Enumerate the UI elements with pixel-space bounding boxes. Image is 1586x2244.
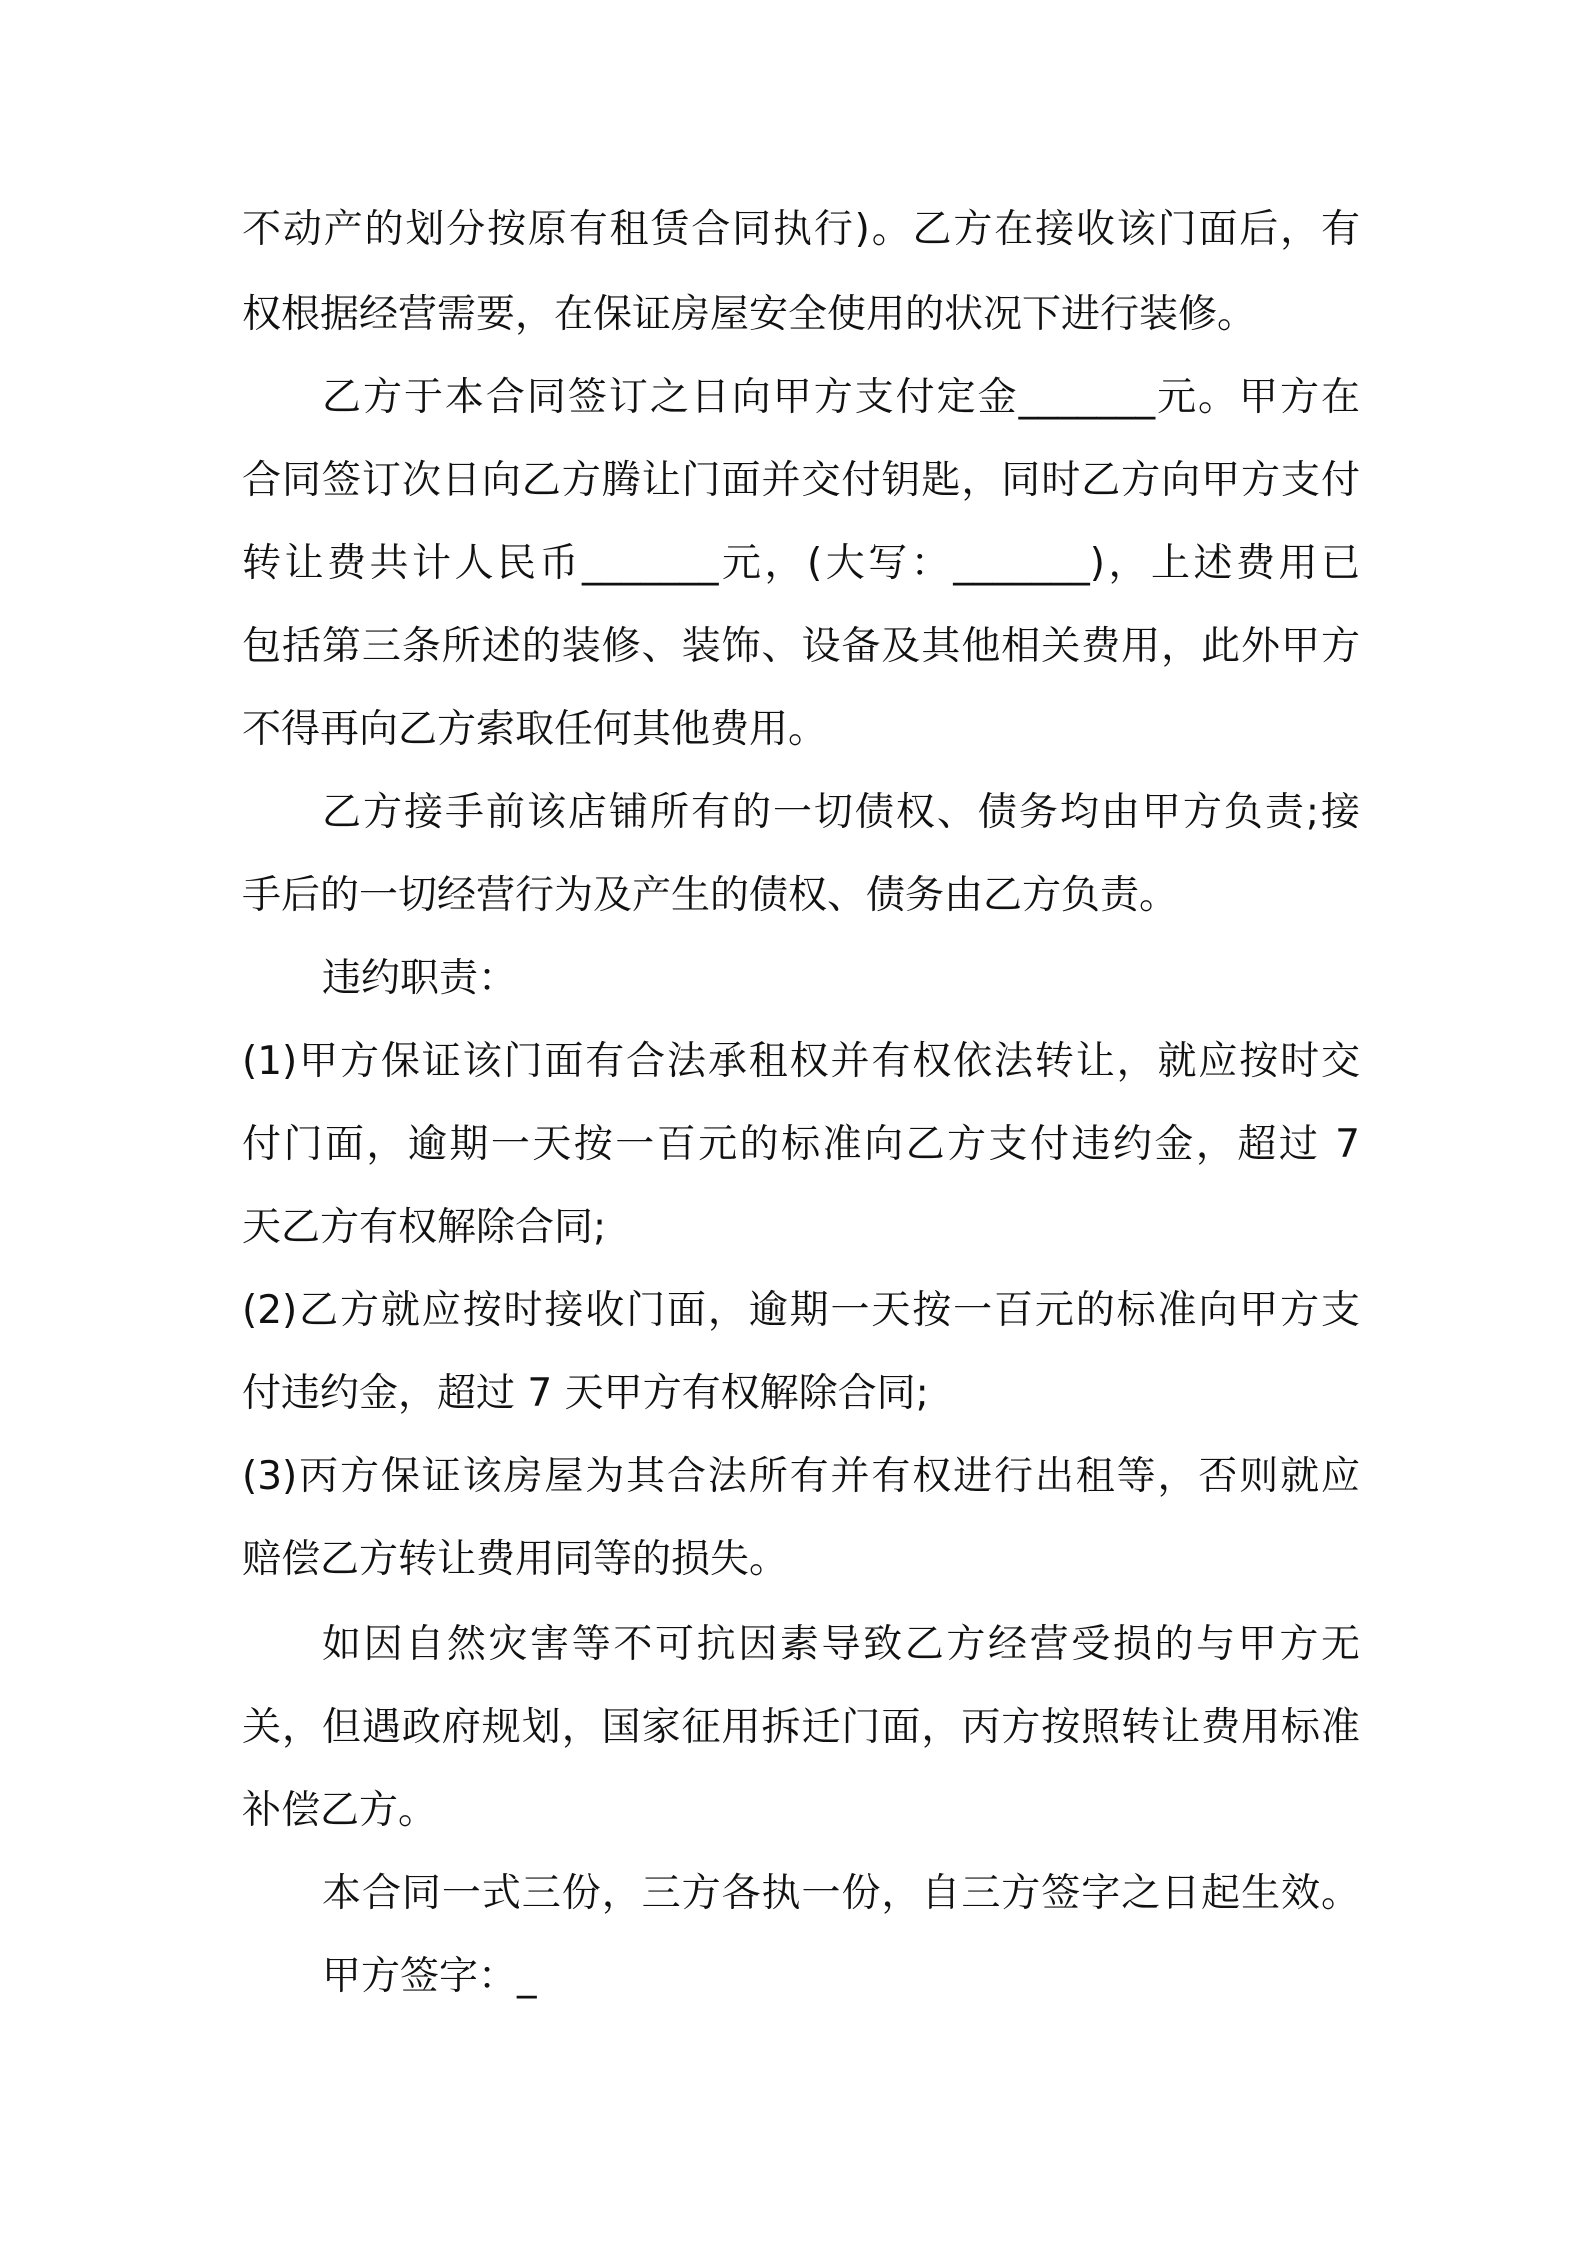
text-line: 如因自然灾害等不可抗因素导致乙方经营受损的与甲方无	[322, 1622, 1360, 1667]
text-line: 不动产的划分按原有租赁合同执行)。乙方在接收该门面后，有	[242, 207, 1360, 252]
section-heading: 违约职责：	[322, 956, 518, 1001]
text-line: (2)乙方就应按时接收门面，逾期一天按一百元的标准向甲方支	[242, 1288, 1360, 1333]
text-line: 转让费共计人民币_______元，(大写：_______)，上述费用已	[242, 541, 1360, 586]
text-line: 乙方于本合同签订之日向甲方支付定金_______元。甲方在	[322, 375, 1360, 420]
text-line: 付违约金，超过 7 天甲方有权解除合同;	[242, 1371, 929, 1416]
text-line: 不得再向乙方索取任何其他费用。	[242, 707, 828, 752]
text-line: (1)甲方保证该门面有合法承租权并有权依法转让，就应按时交	[242, 1039, 1360, 1084]
signature-line: 甲方签字：_	[322, 1954, 537, 1999]
text-line: 补偿乙方。	[242, 1788, 438, 1833]
text-line: 包括第三条所述的装修、装饰、设备及其他相关费用，此外甲方	[242, 624, 1360, 669]
text-line: (3)丙方保证该房屋为其合法所有并有权进行出租等，否则就应	[242, 1454, 1360, 1499]
text-line: 本合同一式三份，三方各执一份，自三方签字之日起生效。	[322, 1871, 1360, 1916]
text-line: 关，但遇政府规划，国家征用拆迁门面，丙方按照转让费用标准	[242, 1705, 1360, 1750]
text-line: 合同签订次日向乙方腾让门面并交付钥匙，同时乙方向甲方支付	[242, 458, 1360, 503]
text-line: 权根据经营需要，在保证房屋安全使用的状况下进行装修。	[242, 292, 1257, 337]
text-line: 赔偿乙方转让费用同等的损失。	[242, 1537, 789, 1582]
text-line: 天乙方有权解除合同;	[242, 1205, 607, 1250]
text-line: 手后的一切经营行为及产生的债权、债务由乙方负责。	[242, 873, 1179, 918]
text-line: 乙方接手前该店铺所有的一切债权、债务均由甲方负责;接	[322, 790, 1360, 835]
text-line: 付门面，逾期一天按一百元的标准向乙方支付违约金，超过 7	[242, 1122, 1360, 1167]
